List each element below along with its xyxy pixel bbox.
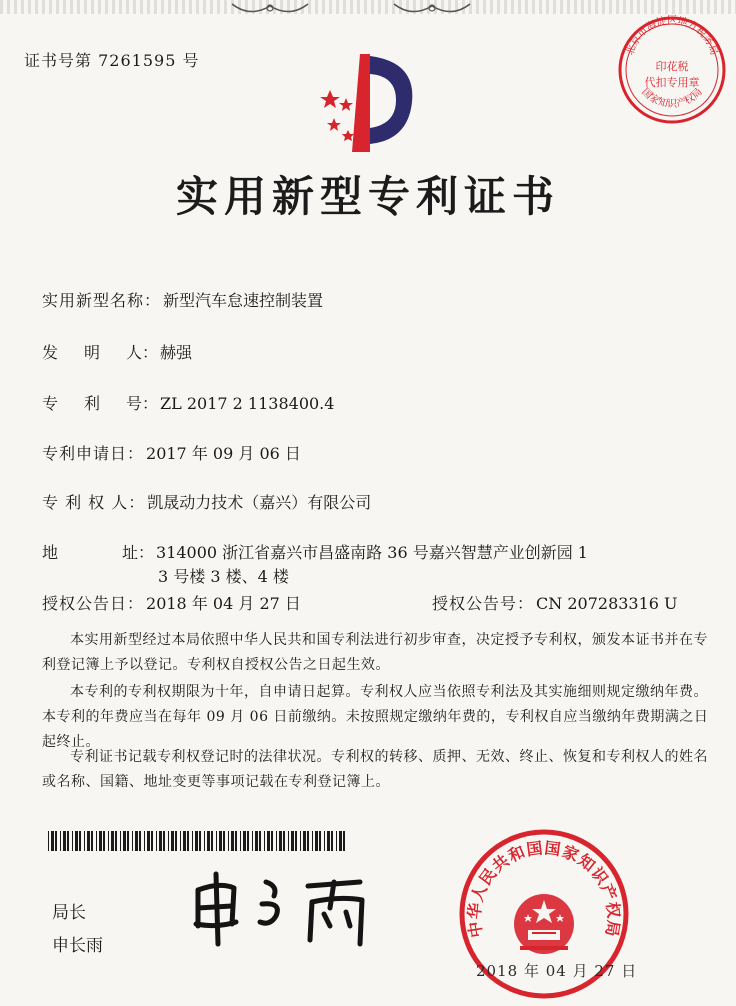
- barcode-bar: [72, 831, 73, 851]
- right-ornament-icon: [392, 0, 472, 18]
- svg-text:北京市海淀区地方税务局: [624, 14, 720, 57]
- barcode-bar: [343, 831, 345, 851]
- barcode-bar: [135, 831, 138, 851]
- barcode-bar: [163, 831, 165, 851]
- field-address: [42, 540, 588, 563]
- barcode-bar: [267, 831, 270, 851]
- address-value-line1: 314000 浙江省嘉兴市昌盛南路 36 号嘉兴智慧产业创新园 1: [156, 543, 588, 562]
- barcode-bar: [139, 831, 141, 851]
- patent-no-label-1: 专: [42, 394, 59, 413]
- barcode: [48, 831, 348, 851]
- barcode-bar: [55, 831, 57, 851]
- certificate-number-value: 7261595: [98, 51, 177, 70]
- barcode-bar: [327, 831, 330, 851]
- officer-title: 局长: [52, 903, 86, 923]
- barcode-bar: [91, 831, 93, 851]
- barcode-bar: [276, 831, 277, 851]
- barcode-bar: [312, 831, 313, 851]
- tax-stamp-line2: 代扣专用章: [644, 76, 700, 89]
- barcode-bar: [120, 831, 121, 851]
- barcode-bar: [324, 831, 325, 851]
- paragraph-term: 本专利的专利权期限为十年，自申请日起算。专利权人应当依照专利法及其实施细则规定缴纳年费。本专利的年费应当在每年 09 月 06 日前缴纳。未按照规定缴纳年费的，专利权自应当缴纳年费期满之日起终止。: [42, 684, 709, 750]
- field-utility-model-name: [42, 288, 323, 311]
- inventor-label-1: 发: [42, 343, 59, 362]
- barcode-bar: [219, 831, 222, 851]
- tax-stamp-bottom-text: 国家知识产权局: [639, 86, 705, 111]
- barcode-bar: [291, 831, 294, 851]
- barcode-bar: [243, 831, 246, 851]
- certificate-number-label: 证书号第: [24, 51, 93, 70]
- barcode-bar: [264, 831, 265, 851]
- barcode-bar: [207, 831, 210, 851]
- barcode-bar: [303, 831, 306, 851]
- officer-name: 申长雨: [52, 936, 103, 956]
- barcode-bar: [187, 831, 189, 851]
- barcode-bar: [192, 831, 193, 851]
- paragraph-grant: 本实用新型经过本局依照中华人民共和国专利法进行初步审查，决定授予专利权，颁发本证书并在专利登记簿上予以登记。专利权自授权公告之日起生效。: [42, 632, 708, 673]
- barcode-bar: [279, 831, 282, 851]
- address-label-1: 地: [42, 543, 59, 562]
- tax-stamp-line1: 印花税: [655, 60, 689, 73]
- field-grant-announcement-no: [432, 591, 678, 614]
- barcode-bar: [51, 831, 54, 851]
- barcode-bar: [48, 831, 49, 851]
- barcode-bar: [108, 831, 109, 851]
- field-grant-announcement-date: [42, 591, 301, 614]
- grant-no-label: 授权公告号：: [432, 594, 535, 613]
- patent-no-value: ZL 2017 2 1138400.4: [160, 394, 335, 413]
- seal-text: 中华人民共和国国家知识产权局: [464, 838, 624, 939]
- application-date-value: 2017 年 09 月 06 日: [146, 444, 301, 463]
- barcode-bar: [339, 831, 342, 851]
- barcode-bar: [75, 831, 78, 851]
- barcode-bar: [288, 831, 289, 851]
- barcode-bar: [307, 831, 309, 851]
- barcode-bar: [319, 831, 321, 851]
- field-application-date: [42, 441, 301, 464]
- grant-date-label: 授权公告日：: [42, 594, 145, 613]
- barcode-bar: [111, 831, 114, 851]
- barcode-bar: [156, 831, 157, 851]
- barcode-bar: [171, 831, 174, 851]
- field-inventor: [42, 340, 192, 363]
- barcode-bar: [300, 831, 301, 851]
- barcode-bar: [223, 831, 225, 851]
- left-ornament-icon: [230, 0, 310, 18]
- grant-date-value: 2018 年 04 月 27 日: [146, 594, 301, 613]
- barcode-bar: [183, 831, 186, 851]
- grant-no-value: CN 207283316 U: [536, 594, 678, 613]
- barcode-bar: [252, 831, 253, 851]
- barcode-bar: [255, 831, 258, 851]
- patentee-value: 凯晟动力技术（嘉兴）有限公司: [147, 493, 372, 512]
- inventor-label-2: 明: [84, 343, 101, 362]
- address-value-line2: 3 号楼 3 楼、4 楼: [158, 567, 289, 586]
- top-border-pattern: [0, 0, 736, 14]
- national-emblem-icon: [514, 894, 574, 954]
- certificate-title: 实用新型专利证书: [175, 172, 560, 221]
- utility-model-name-label: 实用新型名称：: [42, 291, 162, 310]
- barcode-bar: [315, 831, 318, 851]
- address-label-2: 址：: [122, 543, 155, 562]
- barcode-bar: [63, 831, 66, 851]
- application-date-label: 专利申请日：: [42, 444, 145, 463]
- barcode-bar: [96, 831, 97, 851]
- certificate-number-suffix: 号: [182, 51, 200, 70]
- inventor-value: 赫强: [160, 343, 193, 362]
- barcode-bar: [247, 831, 249, 851]
- barcode-bar: [336, 831, 337, 851]
- barcode-bar: [216, 831, 217, 851]
- utility-model-name-value: 新型汽车怠速控制装置: [163, 291, 324, 310]
- svg-text:国家知识产权局: [639, 86, 704, 110]
- barcode-bar: [159, 831, 162, 851]
- barcode-bar: [87, 831, 90, 851]
- patentee-label: 专 利 权 人：: [42, 493, 146, 512]
- paragraph-legal-status: 专利证书记载专利权登记时的法律状况。专利权的转移、质押、无效、终止、恢复和专利权人的姓名或名称、国籍、地址变更等事项记载在专利登记簿上。: [42, 749, 708, 790]
- barcode-bar: [144, 831, 145, 851]
- barcode-bar: [211, 831, 213, 851]
- certificate-number: [24, 48, 199, 71]
- barcode-bar: [199, 831, 201, 851]
- barcode-bar: [151, 831, 153, 851]
- patent-no-label-3: 号：: [126, 394, 159, 413]
- barcode-bar: [168, 831, 169, 851]
- barcode-bar: [103, 831, 105, 851]
- barcode-bar: [99, 831, 102, 851]
- barcode-bar: [127, 831, 129, 851]
- barcode-bar: [147, 831, 150, 851]
- tax-stamp-outer-text: 北京市海淀区地方税务局: [624, 15, 720, 57]
- barcode-bar: [132, 831, 133, 851]
- barcode-bar: [67, 831, 69, 851]
- patent-no-label-2: 利: [84, 394, 101, 413]
- tax-stamp: [616, 14, 728, 126]
- seal-date: 2018 年 04 月 27 日: [476, 962, 638, 980]
- barcode-bar: [195, 831, 198, 851]
- barcode-bar: [235, 831, 237, 851]
- barcode-bar: [180, 831, 181, 851]
- barcode-bar: [115, 831, 117, 851]
- barcode-bar: [259, 831, 261, 851]
- cnipa-logo-icon: [308, 48, 428, 158]
- barcode-bar: [123, 831, 126, 851]
- barcode-bar: [240, 831, 241, 851]
- barcode-bar: [84, 831, 85, 851]
- barcode-bar: [204, 831, 205, 851]
- barcode-bar: [295, 831, 297, 851]
- barcode-bar: [271, 831, 273, 851]
- barcode-bar: [60, 831, 61, 851]
- barcode-bar: [79, 831, 81, 851]
- inventor-label-3: 人：: [126, 343, 159, 362]
- barcode-bar: [231, 831, 234, 851]
- barcode-bar: [283, 831, 285, 851]
- field-patentee: [42, 490, 371, 513]
- field-patent-no: [42, 391, 334, 414]
- barcode-bar: [331, 831, 333, 851]
- barcode-bar: [228, 831, 229, 851]
- director-signature: [190, 868, 380, 948]
- barcode-bar: [175, 831, 177, 851]
